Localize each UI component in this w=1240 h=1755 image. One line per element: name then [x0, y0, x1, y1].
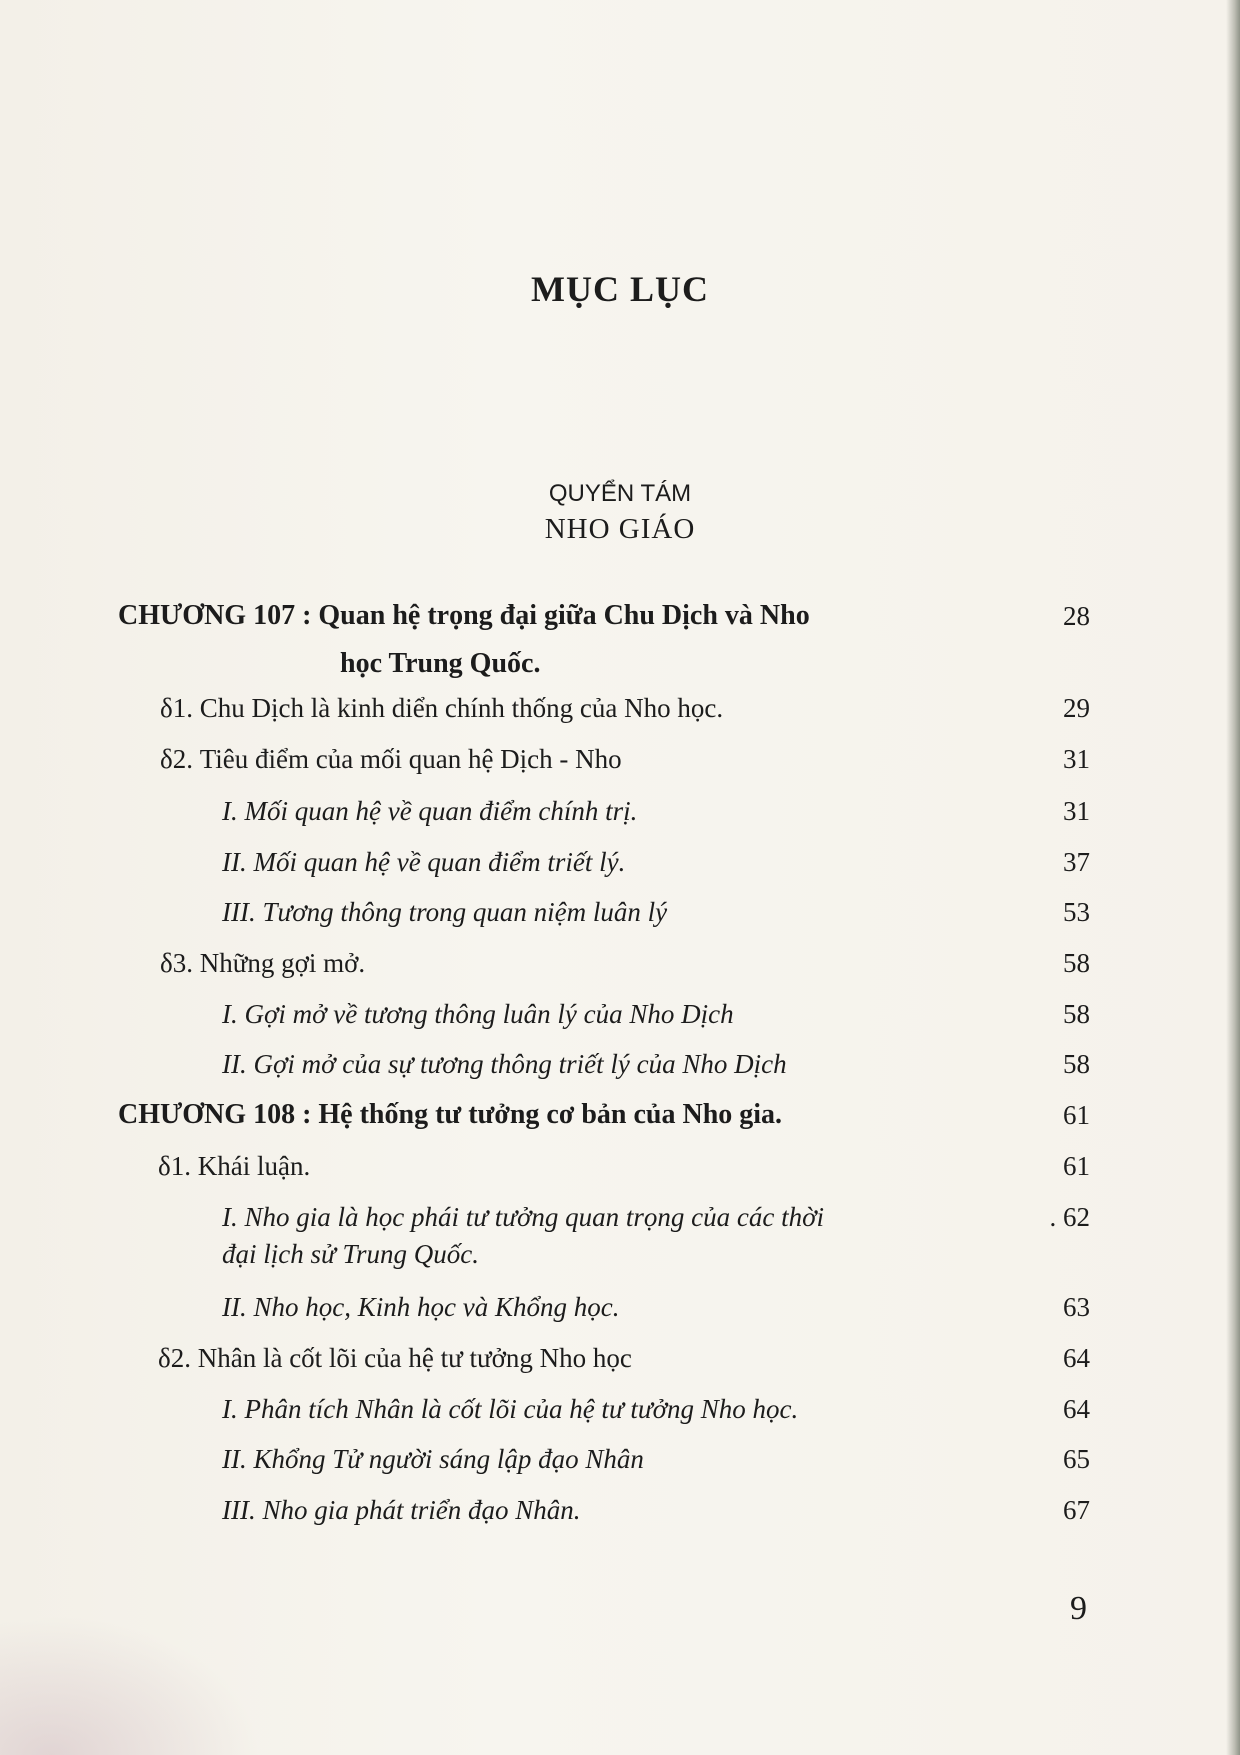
toc-entry-page: 31 — [1063, 744, 1090, 774]
toc-entry-text: III. Nho gia phát triển đạo Nhân. — [222, 1495, 581, 1525]
page-edge — [1226, 0, 1240, 1755]
toc-entry-page: 65 — [1063, 1444, 1090, 1474]
toc-entry-page: 37 — [1063, 847, 1090, 877]
toc-entry-page: 61 — [1063, 1151, 1090, 1181]
toc-entry-text: I. Mối quan hệ về quan điểm chính trị. — [222, 796, 638, 826]
toc-entry-text: CHƯƠNG 108 : Hệ thống tư tưởng cơ bản của Nho gia. — [118, 1099, 783, 1130]
toc-entry-text: δ3. Những gợi mở. — [160, 948, 366, 978]
toc-entry-page: 31 — [1063, 796, 1090, 826]
toc-entry-page: 64 — [1063, 1394, 1090, 1424]
toc-entry-page: 58 — [1063, 948, 1090, 978]
toc-entry-page: 28 — [1063, 601, 1090, 631]
toc-entry-page: 53 — [1063, 897, 1090, 927]
page-number: 9 — [1070, 1590, 1087, 1627]
toc-entry-page: 61 — [1063, 1100, 1090, 1130]
toc-entry-text: δ1. Khái luận. — [158, 1151, 311, 1181]
toc-entry-text: δ2. Nhân là cốt lõi của hệ tư tưởng Nho học — [158, 1343, 632, 1373]
toc-entry-page: 63 — [1063, 1292, 1090, 1322]
page-title: MỤC LỤC — [531, 269, 709, 309]
toc-entry-text: II. Gợi mở của sự tương thông triết lý của Nho Dịch — [222, 1049, 787, 1079]
toc-entry-text: δ2. Tiêu điểm của mối quan hệ Dịch - Nho — [160, 744, 622, 774]
subject-heading: NHO GIÁO — [544, 513, 696, 545]
toc-entry-text: δ1. Chu Dịch là kinh diển chính thống của Nho học. — [160, 693, 724, 723]
toc-entry-text: học Trung Quốc. — [340, 648, 541, 679]
toc-entry-text: I. Nho gia là học phái tư tưởng quan trọng của các thời — [222, 1202, 824, 1232]
toc-entry-text: III. Tương thông trong quan niệm luân lý — [222, 897, 668, 927]
page-shadow — [0, 1615, 260, 1755]
toc-entry-page: 58 — [1063, 1049, 1090, 1079]
toc-entry-page: 58 — [1063, 999, 1090, 1029]
toc-entry-text: I. Gợi mở về tương thông luân lý của Nho Dịch — [222, 999, 734, 1029]
toc-entry-text: II. Nho học, Kinh học và Khổng học. — [222, 1292, 620, 1322]
toc-entry-page: . 62 — [1049, 1202, 1090, 1232]
toc-entry-page: 64 — [1063, 1343, 1090, 1373]
toc-entry-text: đại lịch sử Trung Quốc. — [222, 1239, 479, 1269]
toc-entry-page: 67 — [1063, 1495, 1090, 1525]
toc-entry-text: CHƯƠNG 107 : Quan hệ trọng đại giữa Chu Dịch và Nho — [118, 600, 810, 631]
toc-entry-page: 29 — [1063, 693, 1090, 723]
volume-label: QUYỂN TÁM — [548, 480, 692, 507]
toc-entry-text: II. Mối quan hệ về quan điểm triết lý. — [222, 847, 626, 877]
toc-entry-text: II. Khổng Tử người sáng lập đạo Nhân — [222, 1444, 644, 1474]
toc-entry-text: I. Phân tích Nhân là cốt lõi của hệ tư tưởng Nho học. — [222, 1394, 799, 1424]
